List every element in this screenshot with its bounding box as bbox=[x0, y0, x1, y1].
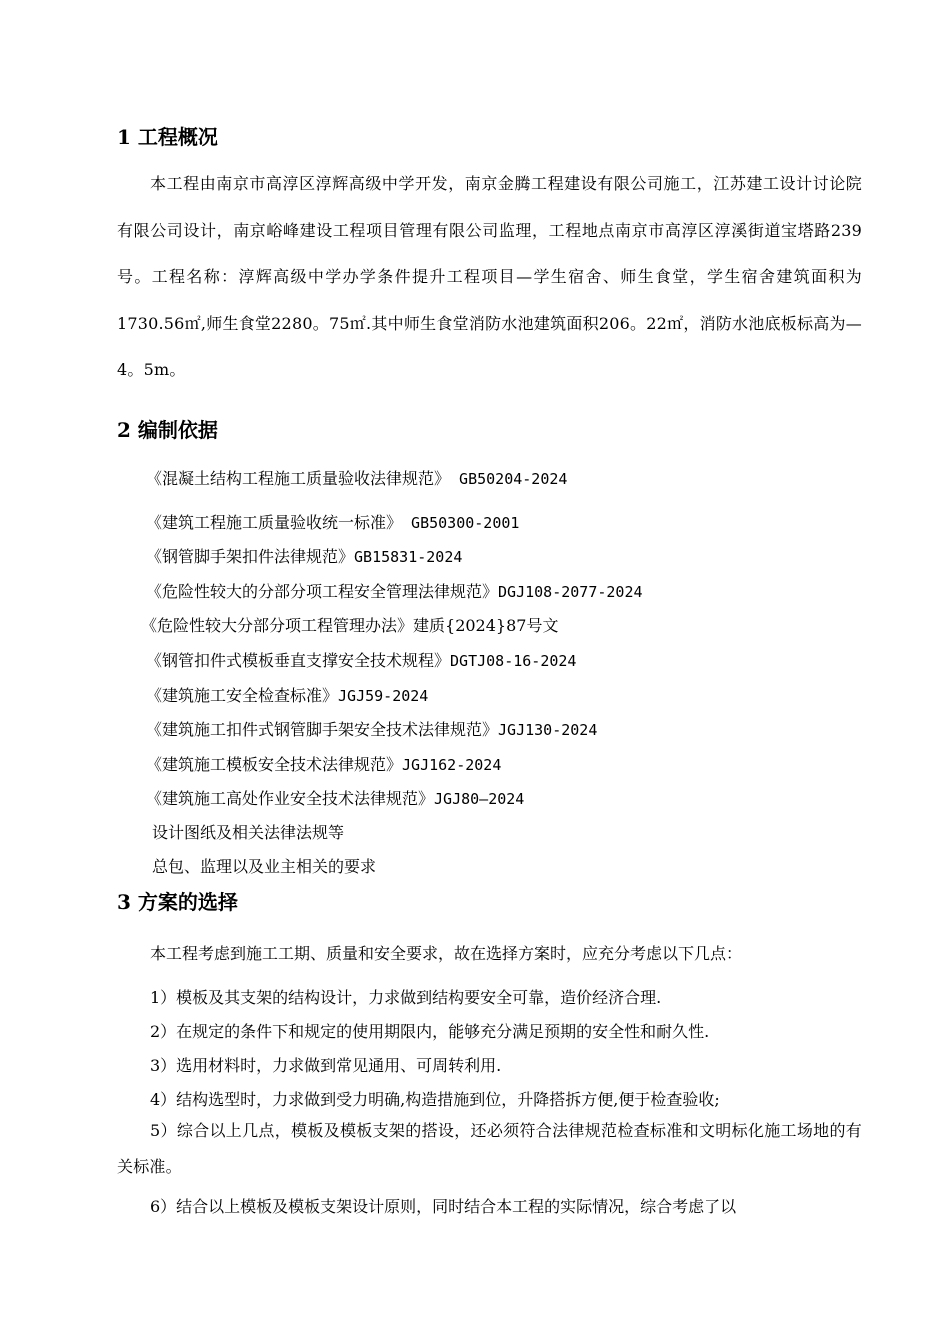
scheme-point: 4）结构选型时，力求做到受力明确,构造措施到位，升降搭拆方便,便于检查验收; bbox=[150, 1090, 720, 1109]
basis-item-name: 《危险性较大分部分项工程管理办法》 bbox=[141, 616, 414, 635]
basis-item-code: DGTJ08-16-2024 bbox=[450, 652, 577, 670]
basis-item bbox=[146, 754, 501, 776]
basis-item-name: 总包、监理以及业主相关的要求 bbox=[152, 857, 377, 876]
basis-item-name: 《钢管扣件式模板垂直支撑安全技术规程》 bbox=[146, 651, 451, 670]
basis-item-name: 《建筑施工高处作业安全技术法律规范》 bbox=[146, 789, 435, 808]
basis-item bbox=[146, 719, 597, 741]
basis-item-code: JGJ59-2024 bbox=[338, 687, 429, 705]
scheme-intro: 本工程考虑到施工工期、质量和安全要求，故在选择方案时，应充分考虑以下几点： bbox=[150, 944, 743, 963]
basis-item-name: 《混凝土结构工程施工质量验收法律规范》 bbox=[146, 469, 451, 488]
basis-item-name: 《建筑施工扣件式钢管脚手架安全技术法律规范》 bbox=[146, 720, 499, 739]
basis-item bbox=[146, 546, 462, 568]
scheme-point: 3）选用材料时，力求做到常见通用、可周转利用. bbox=[150, 1056, 502, 1075]
basis-item-code: JGJ162-2024 bbox=[402, 756, 502, 774]
basis-item-code: GB50204-2024 bbox=[450, 470, 568, 488]
basis-item bbox=[146, 468, 567, 490]
section-heading-basis: 2 编制依据 bbox=[117, 418, 218, 442]
scheme-point-6: 6）结合以上模板及模板支架设计原则，同时结合本工程的实际情况，综合考虑了以 bbox=[150, 1197, 737, 1216]
basis-item-name: 《建筑工程施工质量验收统一标准》 bbox=[146, 513, 403, 532]
basis-item-code: DGJ108-2077-2024 bbox=[498, 583, 643, 601]
scheme-point-5: 5）综合以上几点，模板及模板支架的搭设，还必须符合法律规范检查标准和文明标化施工场地的有关标准。 bbox=[117, 1121, 862, 1176]
basis-item bbox=[146, 650, 576, 672]
section-heading-overview: 1 工程概况 bbox=[117, 125, 218, 149]
basis-item bbox=[146, 788, 524, 810]
basis-item-code: 建质{2024}87号文 bbox=[413, 616, 559, 635]
scheme-point: 1）模板及其支架的结构设计，力求做到结构要安全可靠，造价经济合理. bbox=[150, 988, 662, 1007]
basis-item-code: GB50300-2001 bbox=[402, 514, 520, 532]
basis-item-name: 《建筑施工安全检查标准》 bbox=[146, 686, 339, 705]
basis-item-code: JGJ130-2024 bbox=[498, 721, 598, 739]
basis-item-name: 《危险性较大的分部分项工程安全管理法律规范》 bbox=[146, 582, 499, 601]
basis-item bbox=[146, 685, 428, 707]
basis-item-code: GB15831-2024 bbox=[354, 548, 463, 566]
basis-item bbox=[146, 581, 643, 603]
basis-item bbox=[152, 822, 344, 844]
basis-item-code: JGJ80—2024 bbox=[434, 790, 525, 808]
section-heading-scheme: 3 方案的选择 bbox=[117, 890, 238, 914]
basis-item bbox=[146, 512, 519, 534]
basis-item-name: 《建筑施工模板安全技术法律规范》 bbox=[146, 755, 403, 774]
scheme-point: 2）在规定的条件下和规定的使用期限内，能够充分满足预期的安全性和耐久性. bbox=[150, 1022, 710, 1041]
basis-item-name: 《钢管脚手架扣件法律规范》 bbox=[146, 547, 355, 566]
basis-item-name: 设计图纸及相关法律法规等 bbox=[152, 823, 345, 842]
overview-paragraph: 本工程由南京市高淳区淳辉高级中学开发，南京金腾工程建设有限公司施工，江苏建工设计讨论院有限公司设计，南京峪峰建设工程项目管理有限公司监理，工程地点南京市高淳区淳溪街道宝塔路239号。工程名称：淳辉高级中学办学条件提升工程项目—学生宿舍、师生食堂，学生宿舍建筑面积为1730.56㎡,师生食堂2280。75㎡.其中师生食堂消防水池建筑面积206。22㎡，消防水池底板标高为—4。5m。 bbox=[117, 174, 862, 379]
basis-item bbox=[141, 615, 558, 637]
basis-item bbox=[152, 856, 376, 878]
